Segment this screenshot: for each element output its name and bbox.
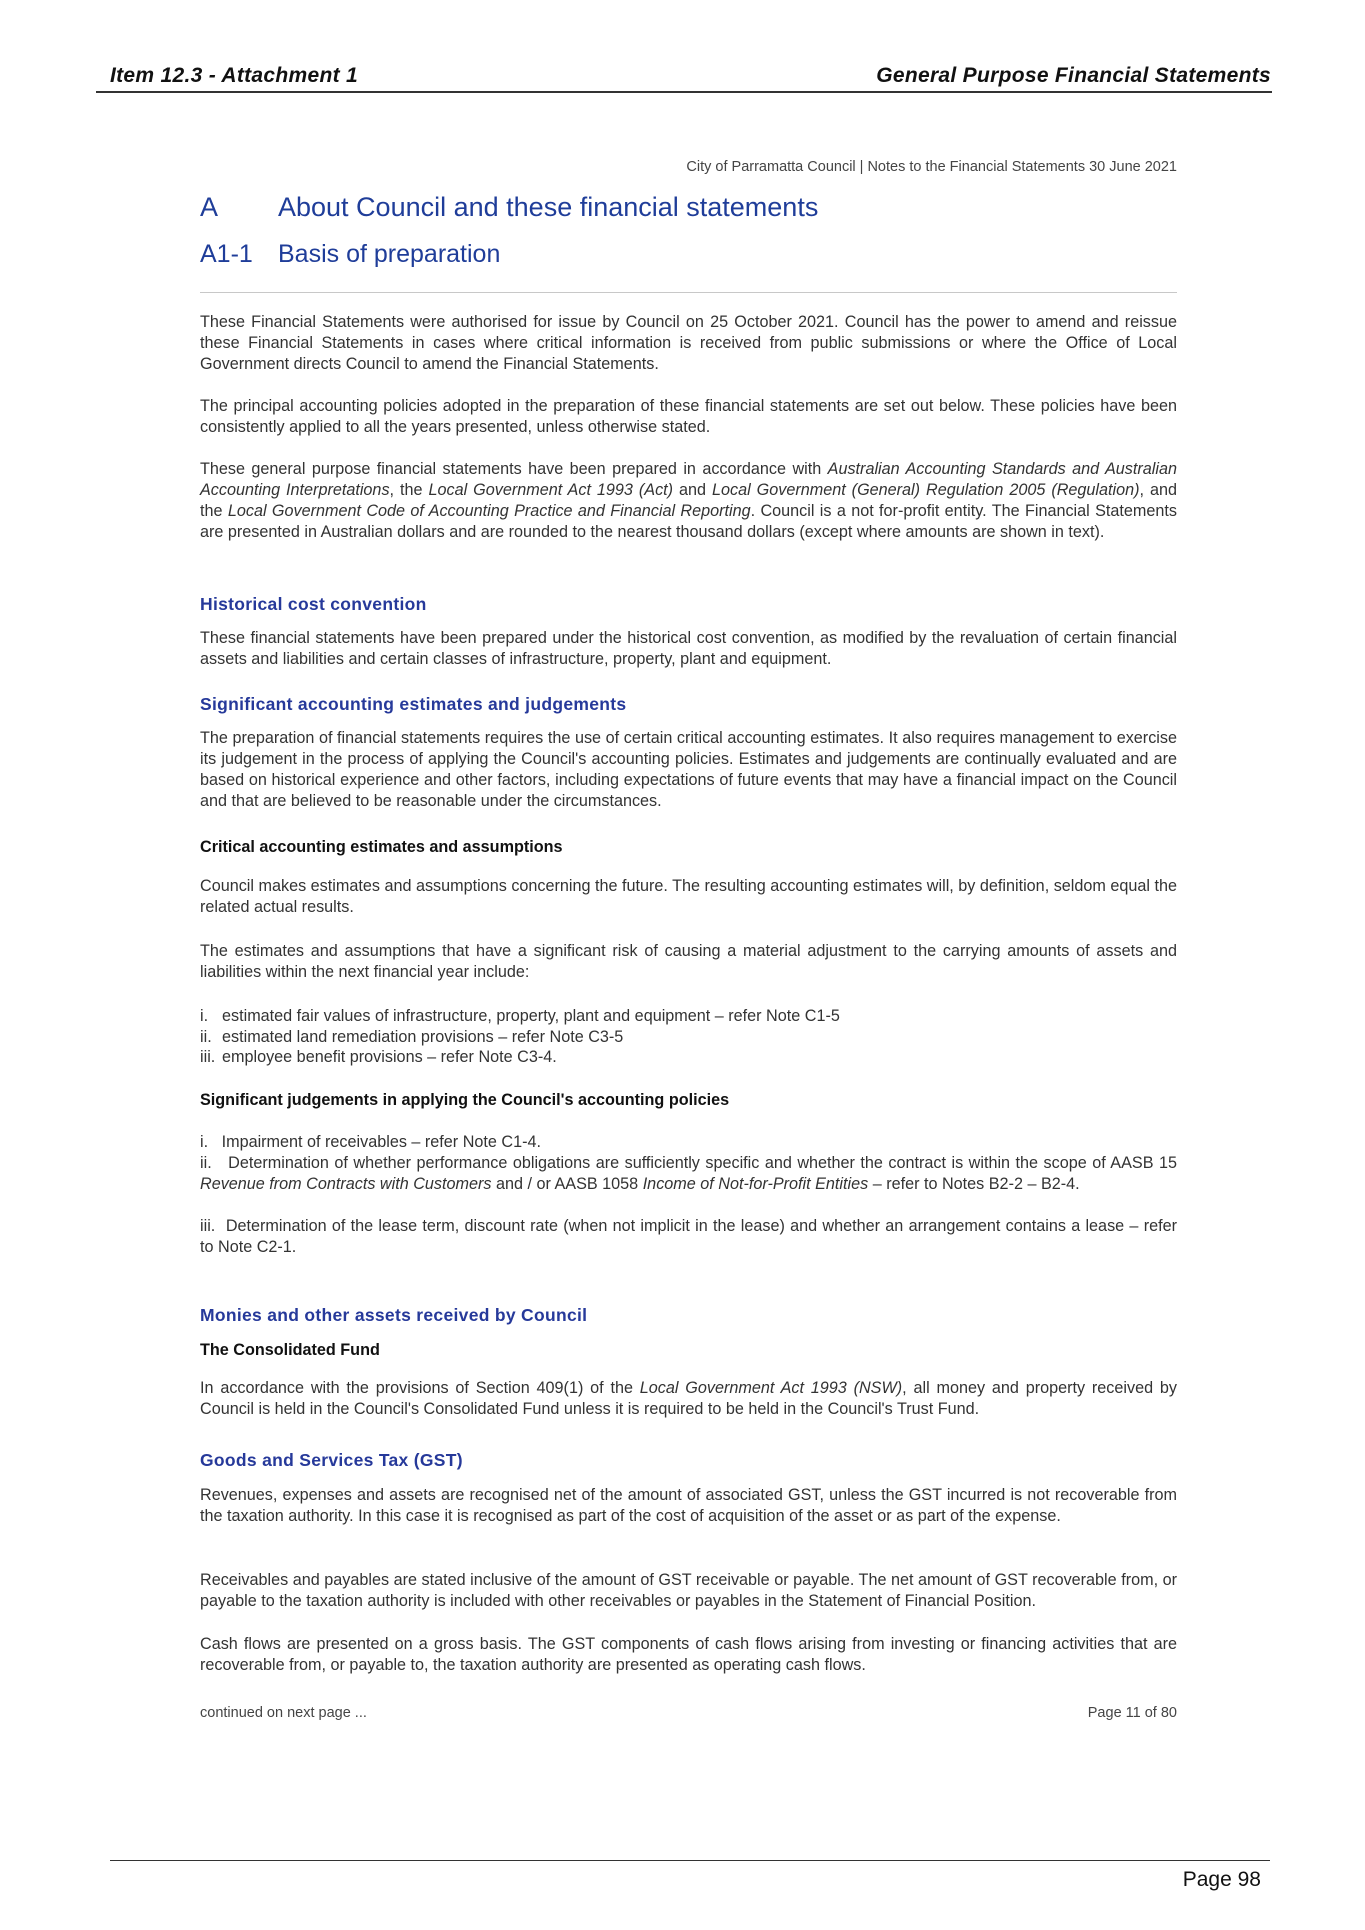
section-number: A: [200, 192, 219, 222]
paragraph-authorisation: These Financial Statements were authorised for issue by Council on 25 October 2021. Council has the power to amend and reissue these Financial Statements in cases where critical information is received from public submissions or where the Office of Local Government directs Council to amend the Financial Statements.: [200, 313, 1177, 373]
header-divider: [96, 91, 1272, 93]
section-divider: [200, 292, 1177, 293]
judgement-item-1: i. Impairment of receivables – refer Note C1-4.: [200, 1133, 541, 1151]
list-item: [200, 1047, 1177, 1068]
paragraph-gst-cash-flows: Cash flows are presented on a gross basis. The GST components of cash flows arising from investing or financing activities that are recoverable from, or payable to, the taxation authority are presented as operating cash flows.: [200, 1635, 1177, 1674]
subsection-number: A1-1: [200, 240, 253, 268]
paragraph-gst-receivables: Receivables and payables are stated inclusive of the amount of GST receivable or payable. The net amount of GST recoverable from, or payable to the taxation authority is included with other receivables or payables in the Statement of Financial Position.: [200, 1571, 1177, 1610]
heading-significant-estimates: Significant accounting estimates and judgements: [200, 694, 627, 714]
paragraph-historical-cost: These financial statements have been prepared under the historical cost convention, as modified by the revaluation of certain financial assets and liabilities and certain classes of infrastructure, property, plant and equipment.: [200, 629, 1177, 668]
footer-divider: [110, 1860, 1270, 1861]
estimates-list: [200, 1006, 1177, 1068]
list-marker: ii.: [200, 1027, 212, 1046]
judgement-item-2: [200, 1153, 1182, 1195]
list-marker: iii.: [200, 1048, 216, 1066]
subsection-title: Basis of preparation: [278, 240, 501, 268]
text-run: , and the: [200, 481, 1177, 520]
text-run-italic: Local Government Act 1993 (Act): [428, 481, 674, 499]
list-marker: i.: [200, 1007, 209, 1025]
list-item-text: estimated fair values of infrastructure, property, plant and equipment – refer Note C1-5: [222, 1007, 840, 1025]
text-run: . Council is a not for-profit entity. The Financial Statements are presented in Australian dollars and are rounded to the nearest thousand dollars (except where amounts are shown in text).: [200, 502, 1177, 541]
paragraph-critical-estimates: Council makes estimates and assumptions concerning the future. The resulting accounting estimates will, by definition, seldom equal the related actual results.: [200, 877, 1177, 916]
paragraph-compliance: [200, 459, 1177, 543]
heading-gst: Goods and Services Tax (GST): [200, 1450, 463, 1470]
inner-page-number: Page 11 of 80: [1087, 1705, 1177, 1721]
text-run: , the: [389, 481, 429, 499]
text-run-italic: Local Government Code of Accounting Practice and Financial Reporting: [227, 502, 751, 520]
text-run-italic: Local Government Act 1993 (NSW): [639, 1379, 903, 1397]
subsection-heading: [200, 240, 500, 269]
section-heading: [200, 192, 818, 223]
paragraph-significant-estimates: The preparation of financial statements requires the use of certain critical accounting estimates. It also requires management to exercise its judgement in the process of applying the Council's accounting policies. Estimates and judgements are continually evaluated and are based on historical experience and other factors, including expectations of future events that may have a financial impact on the Council and that are believed to be reasonable under the circumstances.: [200, 729, 1177, 810]
text-run: and: [673, 481, 712, 499]
section-title: About Council and these financial statements: [278, 192, 819, 222]
judgement-item-3: iii. Determination of the lease term, discount rate (when not implicit in the lease) and whether an arrangement contains a lease – refer to Note C2-1.: [200, 1217, 1213, 1256]
heading-historical-cost: Historical cost convention: [200, 594, 427, 614]
paragraph-consolidated-fund: [200, 1378, 1177, 1420]
text-run-italic: Income of Not-for-Profit Entities: [642, 1175, 869, 1193]
page-number: Page 98: [1182, 1868, 1261, 1891]
paragraph-gst-recognition: Revenues, expenses and assets are recognised net of the amount of associated GST, unless the GST incurred is not recoverable from the taxation authority. In this case it is recognised as part of the cost of acquisition of the asset or as part of the expense.: [200, 1486, 1177, 1525]
paragraph-significant-risk: The estimates and assumptions that have a significant risk of causing a material adjustment to the carrying amounts of assets and liabilities within the next financial year include:: [200, 942, 1177, 981]
heading-critical-estimates: Critical accounting estimates and assumptions: [200, 838, 563, 856]
heading-monies: Monies and other assets received by Council: [200, 1305, 588, 1325]
text-run: ii. Determination of whether performance obligations are sufficiently specific and whether the contract is within the scope of AASB 15: [200, 1154, 1182, 1172]
heading-consolidated-fund: The Consolidated Fund: [200, 1341, 380, 1359]
paragraph-principal-policies: The principal accounting policies adopted in the preparation of these financial statements are set out below. These policies have been consistently applied to all the years presented, unless otherwise stated.: [200, 397, 1177, 436]
text-run: , all money and property received by Council is held in the Council's Consolidated Fund unless it is required to be held in the Council's Trust Fund.: [200, 1379, 1177, 1418]
list-item: [200, 1027, 1177, 1048]
list-item-text: employee benefit provisions – refer Note C3-4.: [222, 1048, 557, 1066]
text-run-italic: Australian Accounting Standards and Australian Accounting Interpretations: [200, 460, 1177, 499]
attachment-label: Item 12.3 - Attachment 1: [110, 64, 358, 87]
text-run-italic: Local Government (General) Regulation 2005 (Regulation): [711, 481, 1140, 499]
text-run: – refer to Notes B2-2 – B2-4.: [868, 1175, 1080, 1193]
text-run: These general purpose financial statements have been prepared in accordance with: [200, 460, 828, 478]
text-run: and / or AASB 1058: [491, 1175, 643, 1193]
list-item: [200, 1006, 1177, 1027]
text-run: In accordance with the provisions of Section 409(1) of the: [200, 1379, 640, 1397]
running-head: City of Parramatta Council | Notes to the Financial Statements 30 June 2021: [686, 159, 1177, 175]
continued-note: continued on next page ...: [200, 1705, 367, 1721]
document-type-label: General Purpose Financial Statements: [876, 64, 1271, 87]
heading-significant-judgements: Significant judgements in applying the Council's accounting policies: [200, 1091, 730, 1109]
list-item-text: estimated land remediation provisions – refer Note C3-5: [222, 1027, 624, 1046]
text-run-italic: Revenue from Contracts with Customers: [200, 1175, 492, 1193]
